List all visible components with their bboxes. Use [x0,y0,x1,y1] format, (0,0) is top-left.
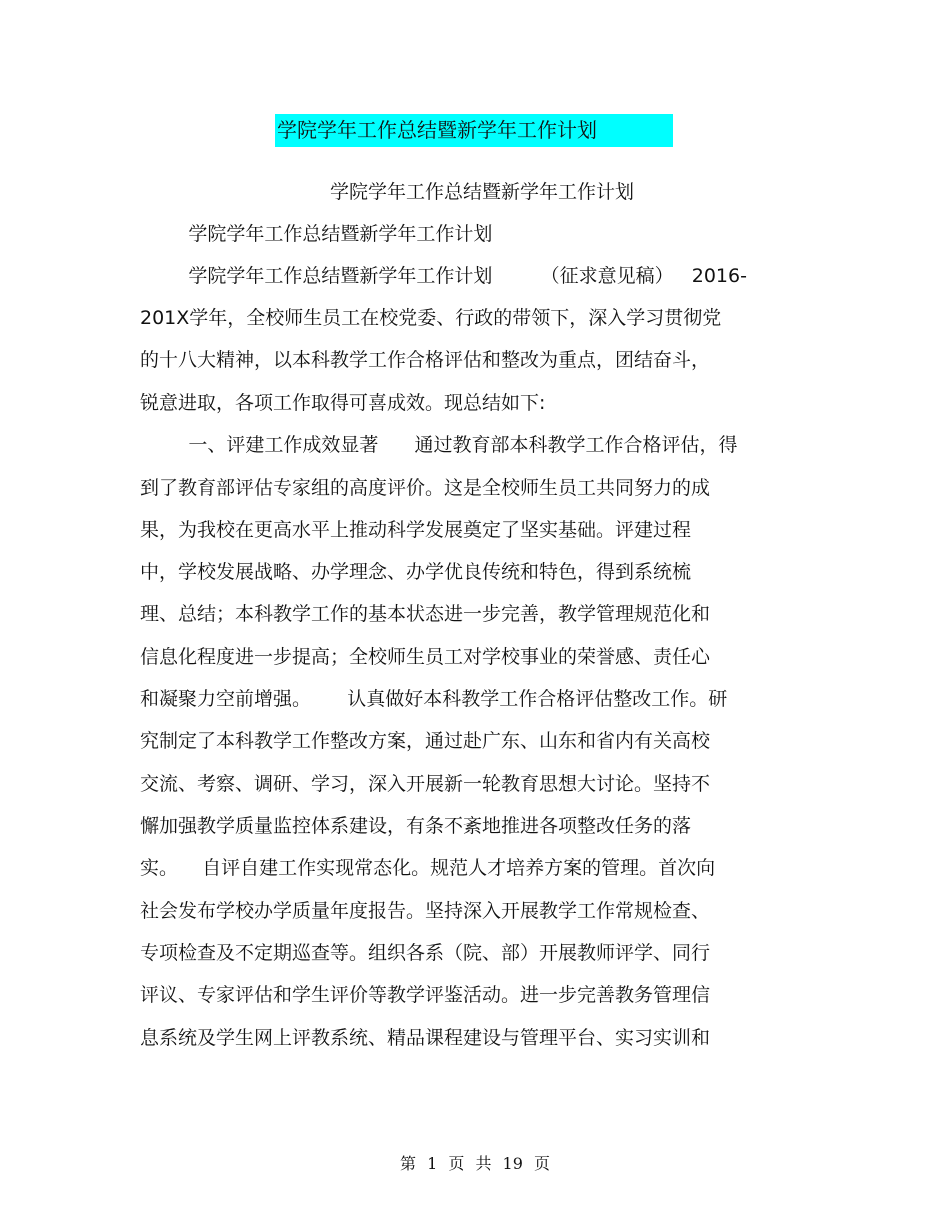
body-line: 的十八大精神，以本科教学工作合格评估和整改为重点，团结奋斗， [140,349,711,371]
body-line: 交流、考察、调研、学习，深入开展新一轮教育思想大讨论。坚持不 [140,773,711,795]
body-line: 和凝聚力空前增强。 认真做好本科教学工作合格评估整改工作。研 [140,688,728,710]
body-line: 一、评建工作成效显著 通过教育部本科教学工作合格评估，得 [140,434,738,456]
body-line: 评议、专家评估和学生评价等教学评鉴活动。进一步完善教务管理信 [140,984,711,1006]
body-line: 到了教育部评估专家组的高度评价。这是全校师生员工共同努力的成 [140,477,711,499]
body-line: 信息化程度进一步提高；全校师生员工对学校事业的荣誉感、责任心 [140,646,711,668]
body-line: 实。 自评自建工作实现常态化。规范人才培养方案的管理。首次向 [140,857,716,879]
document-subtitle: 学院学年工作总结暨新学年工作计划 [329,181,634,203]
body-line: 究制定了本科教学工作整改方案，通过赴广东、山东和省内有关高校 [140,730,711,752]
body-line: 学院学年工作总结暨新学年工作计划 [140,223,493,245]
body-line: 专项检查及不定期巡查等。组织各系（院、部）开展教师评学、同行 [140,942,711,964]
body-line: 社会发布学校办学质量年度报告。坚持深入开展教学工作常规检查、 [140,900,711,922]
body-line: 201X学年，全校师生员工在校党委、行政的带领下，深入学习贯彻党 [140,307,722,329]
body-line: 学院学年工作总结暨新学年工作计划 （征求意见稿） 2016- [140,265,747,287]
page-number: 第 1 页 共 19 页 [400,1154,550,1173]
body-line: 理、总结；本科教学工作的基本状态进一步完善，教学管理规范化和 [140,603,711,625]
body-line: 中，学校发展战略、办学理念、办学优良传统和特色，得到系统梳 [140,561,692,583]
body-line: 锐意进取，各项工作取得可喜成效。现总结如下: [140,392,546,414]
body-line: 息系统及学生网上评教系统、精品课程建设与管理平台、实习实训和 [140,1027,711,1049]
body-line: 果，为我校在更高水平上推动科学发展奠定了坚实基础。评建过程 [140,519,692,541]
body-line: 懈加强教学质量监控体系建设，有条不紊地推进各项整改任务的落 [140,815,692,837]
document-title: 学院学年工作总结暨新学年工作计划 [275,114,673,147]
